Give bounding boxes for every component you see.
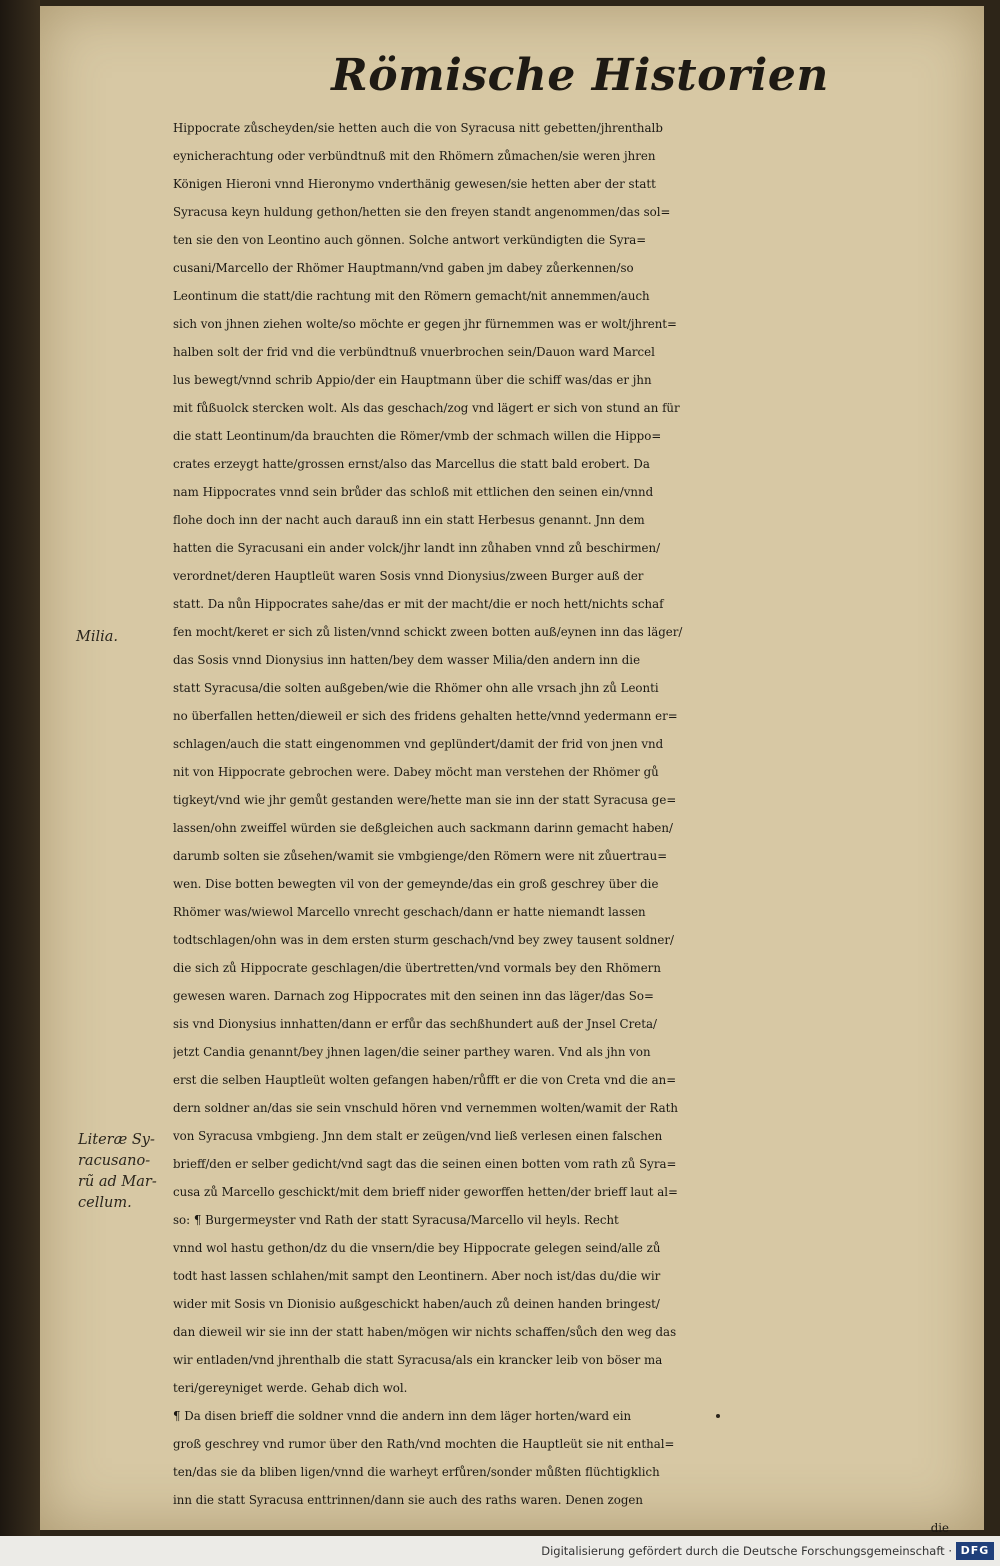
text-line: cusani/Marcello der Rhömer Hauptmann/vnd gaben jm dabey zůerkennen/so [173,261,634,275]
text-line: mit fůßuolck stercken wolt. Als das geschach/zog vnd lägert er sich von stund an für [173,401,680,415]
text-line: verordnet/deren Hauptleüt waren Sosis vnnd Dionysius/zween Burger auß der [173,569,644,583]
body-text [173,114,973,1542]
text-line: von Syracusa vmbgieng. Jnn dem stalt er zeügen/vnd ließ verlesen einen falschen [173,1129,663,1143]
text-line: cusa zů Marcello geschickt/mit dem brieff nider geworffen hetten/der brieff laut al= [173,1185,678,1199]
marginal-note-line: racusano- [78,1153,151,1169]
marginal-note-line: Milia. [76,629,119,645]
text-line: halben solt der frid vnd die verbündtnuß vnuerbrochen sein/Dauon ward Marcel [173,345,655,359]
text-line: Hippocrate zůscheyden/sie hetten auch die von Syracusa nitt gebetten/jhrenthalb [173,121,663,135]
dfg-logo: DFG [956,1542,994,1560]
marginal-note-line: rũ ad Mar- [78,1174,157,1190]
text-line: dern soldner an/das sie sein vnschuld hören vnd vernemmen wolten/wamit der Rath [173,1101,678,1115]
text-line: todt hast lassen schlahen/mit sampt den Leontinern. Aber noch ist/das du/die wir [173,1269,661,1283]
text-line: nit von Hippocrate gebrochen were. Dabey möcht man verstehen der Rhömer gů [173,765,659,779]
text-line: statt. Da nůn Hippocrates sahe/das er mit der macht/die er noch hett/nichts schaf [173,597,664,611]
text-line: gewesen waren. Darnach zog Hippocrates mit den seinen inn das läger/das So= [173,989,654,1003]
text-line: die statt Leontinum/da brauchten die Römer/vmb der schmach willen die Hippo= [173,429,662,443]
text-line: tigkeyt/vnd wie jhr gemůt gestanden were/hette man sie inn der statt Syracusa ge= [173,793,677,807]
text-line: schlagen/auch die statt eingenommen vnd geplündert/damit der frid von jnen vnd [173,737,664,751]
ink-dot [716,1414,720,1418]
footer-bar [0,1536,1000,1566]
text-line: Rhömer was/wiewol Marcello vnrecht geschach/dann er hatte niemandt lassen [173,905,646,919]
text-line: Königen Hieroni vnnd Hieronymo vnderthänig gewesen/sie hetten aber der statt [173,177,656,191]
text-line: hatten die Syracusani ein ander volck/jhr landt inn zůhaben vnnd zů beschirmen/ [173,541,661,555]
text-line: statt Syracusa/die solten außgeben/wie die Rhömer ohn alle vrsach jhn zů Leonti [173,681,659,695]
text-line: erst die selben Hauptleüt wolten gefangen haben/růfft er die von Creta vnd die an= [173,1073,677,1087]
text-line: eynicherachtung oder verbündtnuß mit den Rhömern zůmachen/sie weren jhren [173,149,656,163]
text-line: vnnd wol hastu gethon/dz du die vnsern/die bey Hippocrate gelegen seind/alle zů [173,1241,661,1255]
text-line: flohe doch inn der nacht auch darauß inn ein statt Herbesus genannt. Jnn dem [173,513,645,527]
binding-edge [0,0,40,1536]
text-line: wen. Dise botten bewegten vil von der gemeynde/das ein groß geschrey über die [173,877,659,891]
text-line: die [930,1521,949,1535]
text-line: fen mocht/keret er sich zů listen/vnnd schickt zween botten auß/eynen inn das läger/ [173,625,683,639]
text-line: wider mit Sosis vn Dionisio außgeschickt haben/auch zů deinen handen bringest/ [173,1297,660,1311]
text-line: lassen/ohn zweiffel würden sie deßgleichen auch sackmann darinn gemacht haben/ [173,821,673,835]
running-head: Römische Historien [331,50,829,101]
text-line: darumb solten sie zůsehen/wamit sie vmbgienge/den Römern were nit zůuertrau= [173,849,668,863]
text-line: die sich zů Hippocrate geschlagen/die übertretten/vnd vormals bey den Rhömern [173,961,661,975]
marginal-note-line: Literæ Sy- [78,1132,155,1148]
text-line: das Sosis vnnd Dionysius inn hatten/bey dem wasser Milia/den andern inn die [173,653,641,667]
marginal-note-line: cellum. [78,1195,132,1211]
text-line: groß geschrey vnd rumor über den Rath/vnd mochten die Hauptleüt sie nit enthal= [173,1437,675,1451]
text-line: ten/das sie da bliben ligen/vnnd die warheyt erfůren/sonder můßten flüchtigklich [173,1465,660,1479]
text-line: ¶ Da disen brieff die soldner vnnd die andern inn dem läger horten/ward ein [173,1409,632,1423]
text-line: Leontinum die statt/die rachtung mit den Römern gemacht/nit annemmen/auch [173,289,650,303]
text-line: ten sie den von Leontino auch gönnen. Solche antwort verkündigten die Syra= [173,233,647,247]
text-line: sich von jhnen ziehen wolte/so möchte er gegen jhr fürnemmen was er wolt/jhrent= [173,317,677,331]
marginal-note-literae [78,1130,170,1214]
funding-notice: Digitalisierung gefördert durch die Deutsche Forschungsgemeinschaft · [541,1544,952,1558]
text-line: lus bewegt/vnnd schrib Appio/der ein Hauptmann über die schiff was/das er jhn [173,373,652,387]
text-line: todtschlagen/ohn was in dem ersten sturm geschach/vnd bey zwey tausent soldner/ [173,933,674,947]
text-line: crates erzeygt hatte/grossen ernst/also das Marcellus die statt bald erobert. Da [173,457,650,471]
text-line: dan dieweil wir sie inn der statt haben/mögen wir nichts schaffen/sůch den weg das [173,1325,677,1339]
text-line: inn die statt Syracusa enttrinnen/dann sie auch des raths waren. Denen zogen [173,1493,644,1507]
text-line: so: ¶ Burgermeyster vnd Rath der statt Syracusa/Marcello vil heyls. Recht [173,1213,619,1227]
text-line: teri/gereyniget werde. Gehab dich wol. [173,1381,408,1395]
marginal-note-milia [76,627,166,648]
text-line: Syracusa keyn huldung gethon/hetten sie den freyen standt angenommen/das sol= [173,205,671,219]
text-line: brieff/den er selber gedicht/vnd sagt das die seinen einen botten vom rath zů Syra= [173,1157,677,1171]
text-line: nam Hippocrates vnnd sein brůder das schloß mit ettlichen den seinen ein/vnnd [173,485,654,499]
text-line: jetzt Candia genannt/bey jhnen lagen/die seiner parthey waren. Vnd als jhn von [173,1045,651,1059]
text-line: no überfallen hetten/dieweil er sich des fridens gehalten hette/vnnd yedermann er= [173,709,678,723]
text-line: sis vnd Dionysius innhatten/dann er erfůr das sechßhundert auß der Jnsel Creta/ [173,1017,657,1031]
text-line: wir entladen/vnd jhrenthalb die statt Syracusa/als ein krancker leib von böser ma [173,1353,663,1367]
